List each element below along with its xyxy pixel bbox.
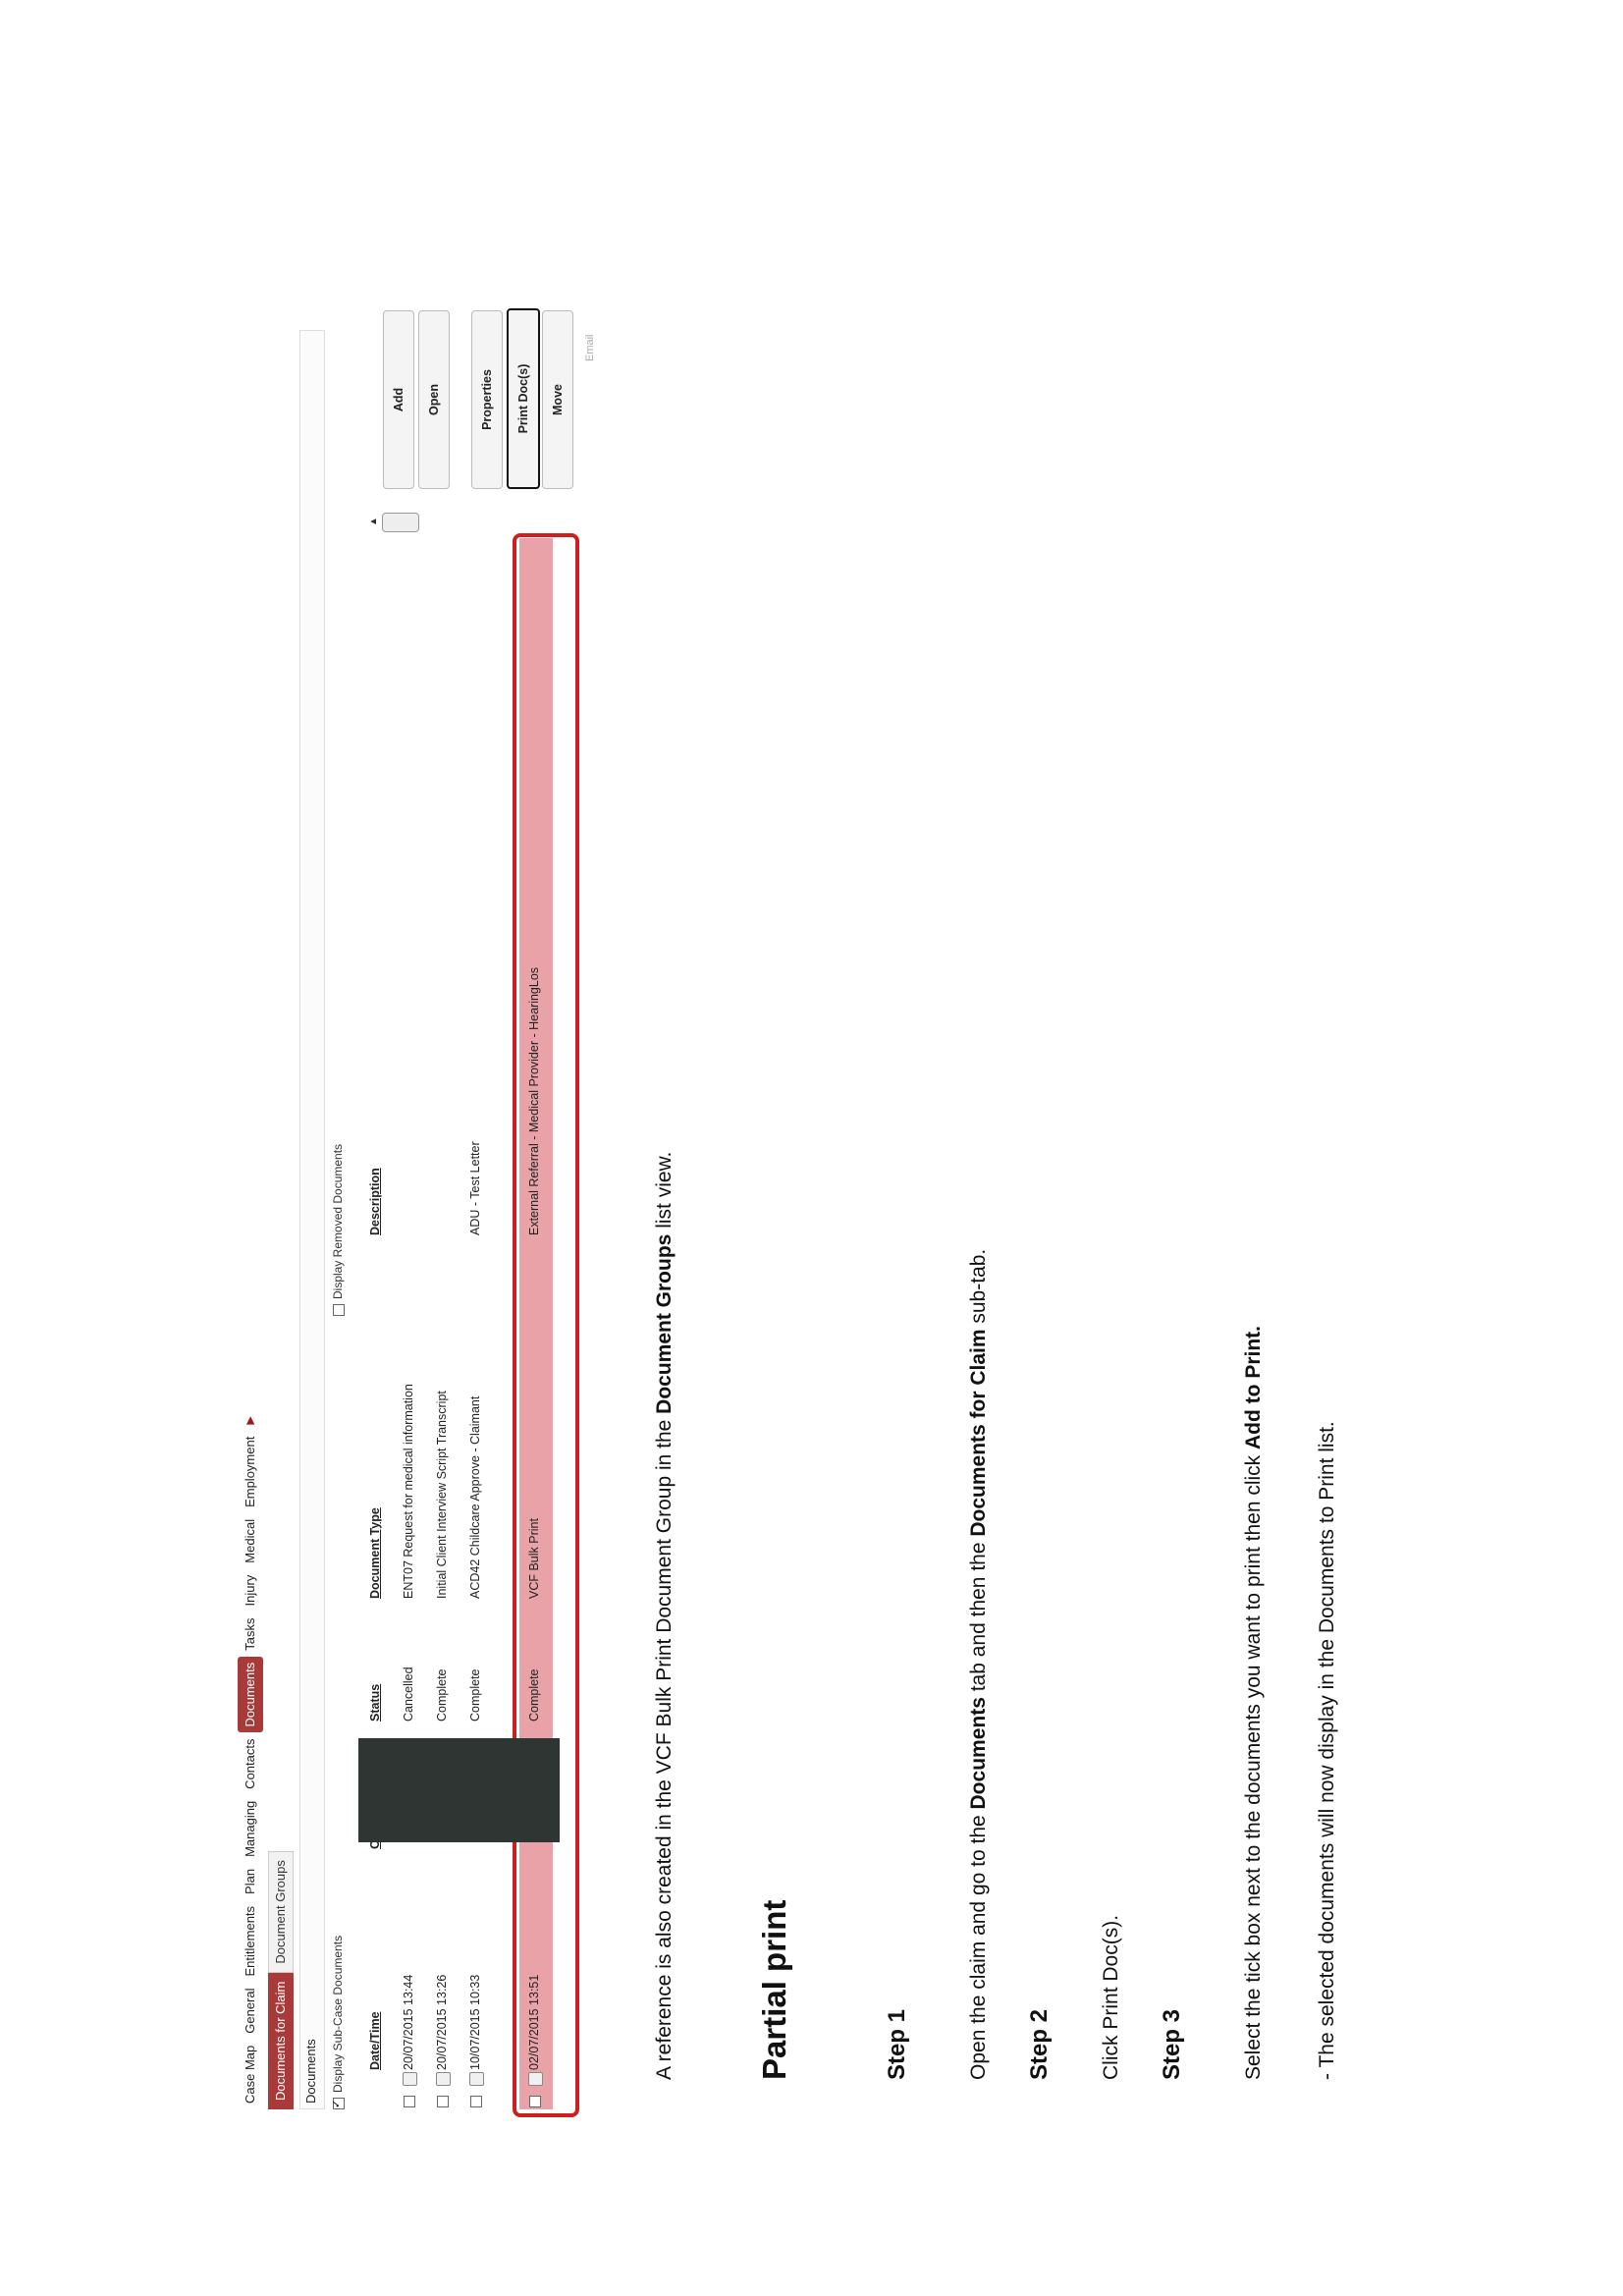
filter-removed[interactable]: [331, 1144, 345, 1316]
tab-entitlements[interactable]: Entitlements: [243, 1905, 257, 1977]
row-type: Initial Client Interview Script Transcript: [435, 1391, 449, 1599]
tab-employment[interactable]: Employment: [243, 1436, 257, 1507]
intro-paragraph: [653, 1152, 676, 2080]
documents-table: [368, 538, 594, 2109]
row-type: ENT07 Request for medical information: [402, 1384, 415, 1599]
row-type: VCF Bulk Print: [527, 1518, 541, 1599]
row-date: 20/07/2015 13:26: [435, 1974, 449, 2070]
table-row[interactable]: [394, 538, 427, 2109]
row-checkbox[interactable]: [404, 2096, 415, 2107]
main-tab-bar: [236, 1410, 265, 2109]
tab-plan[interactable]: Plan: [243, 1868, 257, 1894]
step3-bold: Add to Print.: [1242, 1326, 1265, 1449]
tab-contacts[interactable]: Contacts: [243, 1738, 257, 1789]
step3-text: [1242, 1326, 1266, 2080]
move-button[interactable]: Move: [542, 310, 573, 489]
tab-medical[interactable]: Medical: [243, 1518, 257, 1563]
step2-print-docs: Print Doc(s).: [1100, 1914, 1122, 2030]
tab-general[interactable]: General: [243, 1988, 257, 2034]
highlight-box: [513, 533, 579, 2117]
step1-mid: tab and then the: [967, 1536, 990, 1698]
document-icon: [469, 2072, 484, 2086]
subcase-checkbox[interactable]: [333, 2098, 345, 2109]
table-row[interactable]: [460, 538, 494, 2109]
step3-note: - The selected documents will now display in the Documents to Print list.: [1316, 1421, 1338, 2080]
row-description: ADU - Test Letter: [468, 1141, 482, 1235]
row-date: 20/07/2015 13:44: [402, 1974, 415, 2070]
row-status: Cancelled: [402, 1667, 415, 1722]
col-description[interactable]: Description: [368, 1168, 382, 1235]
intro-prefix: A reference is also created in the VCF Bulk Print Document Group in the: [653, 1413, 676, 2080]
row-status: Complete: [468, 1668, 482, 1722]
email-label: Email: [584, 334, 596, 361]
table-scrollbar[interactable]: [368, 513, 565, 532]
redaction-block: [358, 1738, 560, 1842]
documents-panel-header: [299, 330, 325, 2109]
row-date: 10/07/2015 10:33: [468, 1974, 482, 2070]
step1-bold-documents: Documents: [967, 1697, 990, 1810]
removed-checkbox[interactable]: [333, 1304, 345, 1316]
document-icon: [403, 2072, 417, 2086]
row-checkbox[interactable]: [437, 2096, 449, 2107]
subtab-document-groups[interactable]: Document Groups: [268, 1851, 294, 1973]
step1-prefix: Open the claim and go to the: [967, 1809, 990, 2080]
scroll-up-icon[interactable]: ▲: [368, 517, 379, 526]
col-datetime[interactable]: Date/Time: [368, 2011, 382, 2070]
tab-injury[interactable]: Injury: [243, 1574, 257, 1607]
step1-text: [967, 1249, 991, 2080]
row-type: ACD42 Childcare Approve - Claimant: [468, 1395, 482, 1599]
table-row-partial: [498, 538, 512, 2109]
tab-scroll-right-icon[interactable]: ▶: [244, 1416, 256, 1425]
step1-suffix: sub-tab.: [967, 1248, 990, 1330]
filter-subcase[interactable]: [331, 1936, 345, 2109]
table-row[interactable]: [427, 538, 460, 2109]
row-date: 02/07/2015 13:51: [527, 1974, 541, 2070]
step3-title: Step 3: [1159, 2008, 1185, 2080]
sub-tab-bar: [268, 1851, 294, 2109]
application-screenshot: [221, 302, 594, 2109]
step2-text: [1100, 1915, 1123, 2080]
tab-managing[interactable]: Managing: [243, 1800, 257, 1857]
col-status[interactable]: Status: [368, 1683, 382, 1722]
row-checkbox[interactable]: [470, 2096, 482, 2107]
add-button[interactable]: Add: [383, 310, 414, 489]
scroll-thumb[interactable]: [382, 513, 419, 532]
document-icon: [436, 2072, 451, 2086]
row-status: Complete: [527, 1668, 541, 1722]
row-status: Complete: [435, 1668, 449, 1722]
action-buttons: [353, 293, 589, 489]
panel-title: Documents: [303, 2039, 318, 2104]
table-header: [368, 538, 390, 2109]
tab-case-map[interactable]: Case Map: [243, 2045, 257, 2104]
tab-documents[interactable]: Documents: [238, 1657, 263, 1733]
subtab-documents-for-claim[interactable]: Documents for Claim: [268, 1973, 294, 2109]
step3-prefix: Select the tick box next to the documents you want to print then click: [1242, 1449, 1265, 2080]
intro-bold: Document Groups: [653, 1233, 676, 1414]
filter-removed-label: Display Removed Documents: [331, 1143, 345, 1299]
intro-suffix: list view.: [653, 1151, 676, 1234]
step2-title: Step 2: [1026, 2008, 1053, 2080]
step1-bold-subtab: Documents for Claim: [967, 1329, 990, 1537]
print-docs-button[interactable]: Print Doc(s): [507, 308, 540, 489]
properties-button[interactable]: Properties: [471, 310, 503, 489]
col-document-type[interactable]: Document Type: [368, 1507, 382, 1599]
step1-title: Step 1: [884, 2008, 910, 2080]
tab-tasks[interactable]: Tasks: [243, 1617, 257, 1651]
filter-subcase-label: Display Sub-Case Documents: [331, 1935, 345, 2093]
step2-prefix: Click: [1100, 2029, 1122, 2080]
row-description: External Referral - Medical Provider - HearingLos: [527, 966, 541, 1235]
open-button[interactable]: Open: [418, 310, 450, 489]
section-heading: Partial print: [756, 1899, 792, 2080]
